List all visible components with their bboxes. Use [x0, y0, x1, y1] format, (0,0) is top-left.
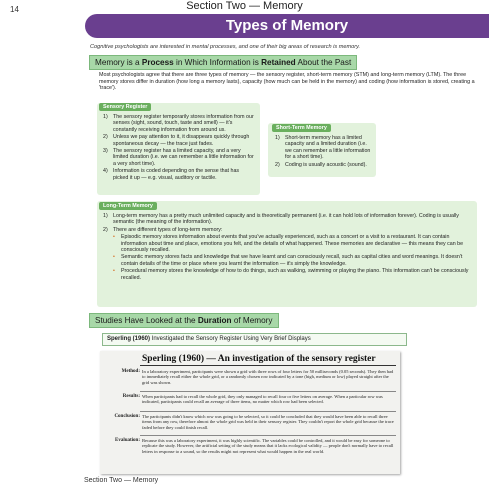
study-title: Sperling (1960) — An investigation of the sensory register	[142, 354, 376, 364]
title-bar	[85, 14, 489, 38]
page-number: 14	[10, 5, 19, 14]
list-item: 1) The sensory register temporarily stores information from our senses (sight, sound, touch, taste and smell) — it's constantly receiving information from around us.	[103, 114, 254, 133]
list-item: 4) Information is coded depending on the sense that has picked it up — e.g. visual, auditory or tactile.	[103, 168, 240, 181]
list-subitem: • Semantic memory stores facts and knowledge that we have learnt and can consciously recall, such as capital cities and word meanings. It doesn't contain details of the time or place where you learnt the information — it's simply the knowledge.	[113, 254, 463, 267]
short-term-memory-list	[275, 135, 373, 169]
sperling-subheading: Sperling (1960) Investigated the Sensory Register Using Very Brief Displays	[102, 333, 407, 346]
short-term-memory-tag: Short-Term Memory	[272, 124, 331, 132]
divider	[140, 391, 396, 392]
study-card: Sperling (1960) — An investigation of the sensory register Method: In a laboratory experiment, participants were shown a grid with three rows of four letters for 50 milliseconds (0.05 seconds). They then had to immediately recall either the whole grid, or a randomly chosen row indicated by a tone (high, medium or low) played straight after the grid was shown. Results: When participants had to recall the whole grid, they only managed to recall four or five letters on average. When a particular row was indicated, participants could recall an average of three items, no matter which row had been selected. Conclusion: The participants didn't know which row was going to be selected, so it could be concluded that they would have been able to recall three items from any row, therefore almost the whole grid was held in their sensory register. They couldn't report the whole grid because the trace faded before they could finish recall. Evaluation: Because this was a laboratory experiment, it was highly scientific. The variables could be controlled, and it would be easy for someone to replicate the study. However, the artificial setting of the study means that it lacks ecological validity — people don't normally have to recall letters in response to a sound, so the results might not represent what would happen in the real world.	[100, 351, 400, 474]
long-term-memory-list	[103, 213, 471, 282]
list-item: 3) The sensory register has a limited capacity, and a very limited duration (i.e. we can remember a little information for a very short time).	[103, 148, 254, 167]
list-item: 2) Coding is usually acoustic (sound).	[275, 161, 367, 168]
memory-process-heading: Memory is a Process in Which Information is Retained About the Past	[89, 55, 357, 70]
studies-heading: Studies Have Looked at the Duration of Memory	[89, 313, 279, 328]
list-subitem: • Procedural memory stores the knowledge of how to do things, such as walking, swimming or playing the piano. This information can't be consciously recalled.	[113, 268, 469, 281]
section-header: Section Two — Memory	[186, 0, 303, 12]
divider	[140, 411, 396, 412]
page-title: Types of Memory	[225, 17, 349, 34]
divider	[140, 365, 396, 366]
memory-process-paragraph: Most psychologists agree that there are three types of memory — the sensory register, short-term memory (STM) and long-term memory (LTM). The three memory stores differ in duration (how long a memory lasts), capacity (how much can be held in the memory) and coding (how information is stored, creating a 'trace').	[99, 72, 475, 92]
sensory-register-tag: Sensory Register	[99, 103, 151, 111]
divider	[140, 435, 396, 436]
list-subitem: • Episodic memory stores information about events that you've actually experienced, such as a concert or a visit to a restaurant. It can contain information about time and place, emotions you felt, and the details of what happened. These memories are declarative — this means they can be consciously recalled.	[113, 234, 464, 254]
intro-text: Cognitive psychologists are interested in mental processes, and one of their big areas of research is memory.	[90, 44, 361, 50]
sensory-register-list	[103, 114, 255, 182]
list-item: 1) Long-term memory has a pretty much unlimited capacity and is theoretically permanent (i.e. it can hold lots of information forever). Coding is usually semantic (the meaning of the information).	[103, 213, 459, 226]
list-item: 1) Short-term memory has a limited capacity and a limited duration (i.e. we can remember a little information for a short time).	[275, 135, 371, 161]
footer-section: Section Two — Memory	[84, 477, 159, 484]
list-item: 2) There are different types of long-term memory:	[103, 226, 223, 233]
list-item: 2) Unless we pay attention to it, it disappears quickly through spontaneous decay — the trace just fades.	[103, 134, 250, 147]
long-term-memory-tag: Long-Term Memory	[99, 202, 157, 210]
